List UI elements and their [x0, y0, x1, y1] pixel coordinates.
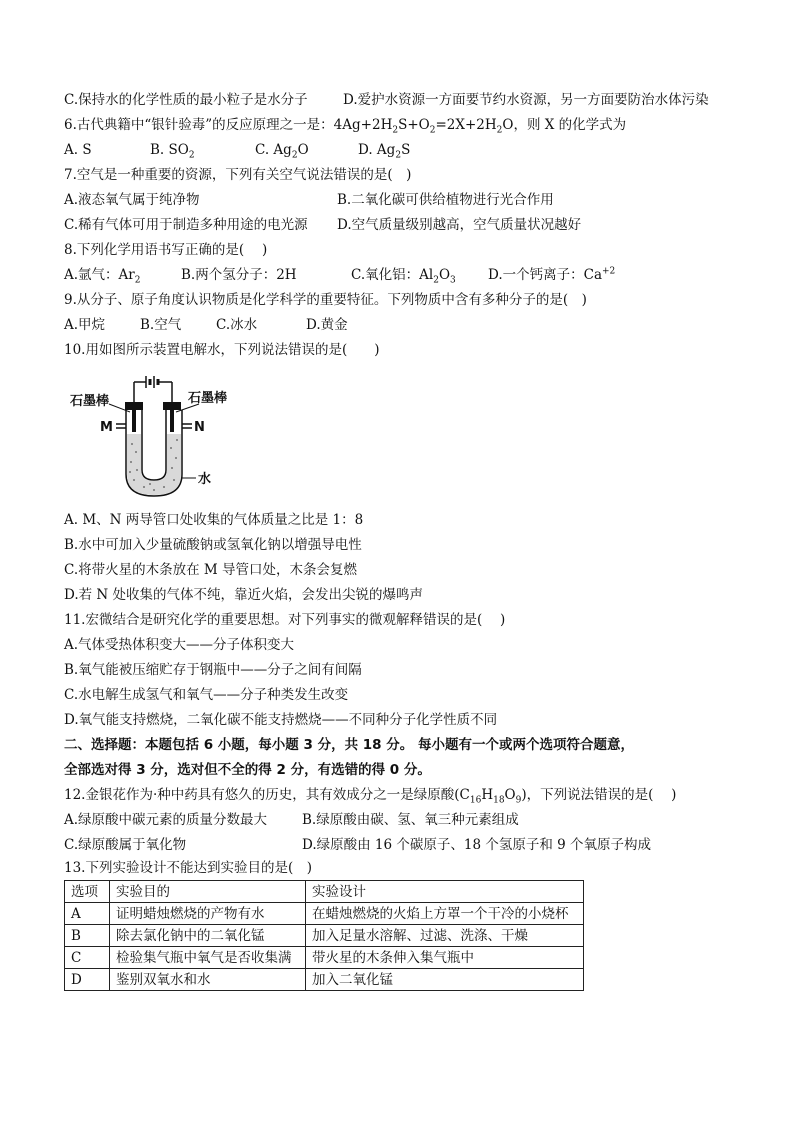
- q6-text: S+O: [398, 117, 430, 133]
- q8-c-sub: 3: [450, 275, 456, 286]
- q8-c-text: C.氧化铝：Al: [351, 267, 434, 283]
- q6-option-a: A. S: [64, 142, 92, 158]
- q6-sub: 2: [496, 125, 503, 136]
- q8-c-sub: 2: [433, 275, 439, 286]
- table-cell: 鉴别双氧水和水: [110, 969, 306, 991]
- question-12: [64, 785, 676, 805]
- q10-option-d: D.若 N 处收集的气体不纯，靠近火焰，会发出尖锐的爆鸣声: [64, 587, 424, 603]
- q5-option-d: D.爱护水资源一方面要节约水资源，另一方面要防治水体污染: [343, 92, 709, 108]
- table-row: [65, 947, 584, 969]
- q12-option-d: D.绿原酸由 16 个碳原子、18 个氢原子和 9 个氧原子构成: [302, 837, 652, 853]
- q5-option-c: C.保持水的化学性质的最小粒子是水分子: [64, 92, 308, 108]
- q8-a-sub: 2: [134, 275, 141, 286]
- table-cell: 加入足量水溶解、过滤、洗涤、干燥: [306, 925, 584, 947]
- question-13: 13.下列实验设计不能达到实验目的是( ): [64, 860, 313, 876]
- q6-d-text: S: [401, 142, 411, 158]
- table-cell: 加入二氧化锰: [306, 969, 584, 991]
- q6-c-text: C. Ag: [255, 142, 292, 158]
- q8-option-b: B.两个氢分子：2H: [181, 267, 297, 283]
- table-header-cell: 实验设计: [306, 881, 584, 903]
- q8-d-text: D.一个钙离子：Ca: [488, 267, 603, 283]
- q8-option-d: [488, 265, 615, 285]
- section-2-heading: 二、选择题：本题包括 6 小题，每小题 3 分，共 18 分。 每小题有一个或两个选项符合题意，: [64, 737, 634, 753]
- q8-a-text: A.氩气：Ar: [64, 267, 135, 283]
- question-7: 7.空气是一种重要的资源，下列有关空气说法错误的是( ): [64, 167, 412, 183]
- question-6: [64, 115, 626, 135]
- q9-option-c: C.冰水: [216, 317, 258, 333]
- q6-text: 6.古代典籍中“银针验毒”的反应原理之一是：4Ag+2H: [64, 117, 393, 133]
- q12-text: H: [481, 787, 494, 803]
- section-2-instructions: 全部选对得 3 分，选对但不全的得 2 分，有选错的得 0 分。: [64, 762, 431, 778]
- q12-sub: 18: [493, 795, 505, 806]
- q6-option-b: [150, 140, 195, 160]
- q6-sub: 2: [429, 125, 436, 136]
- q8-option-c: [351, 265, 456, 285]
- q10-option-b: B.水中可加入少量硫酸钠或氢氧化钠以增强导电性: [64, 537, 362, 553]
- figure-label-left-electrode: 石墨棒: [70, 394, 110, 409]
- q11-option-d: D.氧气能支持燃烧，二氧化碳不能支持燃烧——不同种分子化学性质不同: [64, 712, 498, 728]
- q12-option-a: A.绿原酸中碳元素的质量分数最大: [64, 812, 268, 828]
- q8-c-text: O: [438, 267, 451, 283]
- q12-sub: 9: [515, 795, 522, 806]
- question-9: 9.从分子、原子角度认识物质是化学科学的重要特征。下列物质中含有多种分子的是( ): [64, 292, 587, 308]
- q10-option-c: C.将带火星的木条放在 M 导管口处，木条会复燃: [64, 562, 358, 578]
- q6-b-text: B. SO: [150, 142, 189, 158]
- experiment-table: [64, 880, 584, 991]
- q6-sub: 2: [392, 125, 399, 136]
- table-header-row: [65, 881, 584, 903]
- table-cell: 证明蜡烛燃烧的产物有水: [110, 903, 306, 925]
- q6-c-sub: 2: [291, 150, 298, 161]
- figure-label-m: M: [100, 420, 113, 435]
- q12-option-c: C.绿原酸属于氧化物: [64, 837, 187, 853]
- q7-option-d: D.空气质量级别越高，空气质量状况越好: [337, 217, 582, 233]
- table-header-cell: 实验目的: [110, 881, 306, 903]
- figure-label-water: 水: [198, 472, 212, 487]
- q11-option-c: C.水电解生成氢气和氧气——分子种类发生改变: [64, 687, 349, 703]
- table-cell: 检验集气瓶中氧气是否收集满: [110, 947, 306, 969]
- q12-text: )，下列说法错误的是( ): [521, 787, 677, 803]
- q11-option-b: B.氧气能被压缩贮存于钢瓶中——分子之间有间隔: [64, 662, 362, 678]
- q12-text: O: [504, 787, 516, 803]
- q9-option-d: D.黄金: [306, 317, 348, 333]
- q9-option-b: B.空气: [140, 317, 182, 333]
- q6-text: O，则 X 的化学式为: [502, 117, 627, 133]
- q9-option-a: A.甲烷: [64, 317, 106, 333]
- table-cell: 带火星的木条伸入集气瓶中: [306, 947, 584, 969]
- question-8: 8.下列化学用语书写正确的是( ): [64, 242, 268, 258]
- electrolysis-apparatus-figure: [64, 372, 244, 500]
- q12-option-b: B.绿原酸由碳、氢、氧三种元素组成: [302, 812, 519, 828]
- q6-c-text: O: [297, 142, 309, 158]
- table-row: [65, 969, 584, 991]
- q11-option-a: A.气体受热体积变大——分子体积变大: [64, 637, 295, 653]
- question-11: 11.宏微结合是研究化学的重要思想。对下列事实的微观解释错误的是( ): [64, 612, 506, 628]
- q6-d-sub: 2: [395, 150, 402, 161]
- q6-option-c: [255, 140, 309, 160]
- table-cell: B: [65, 925, 110, 947]
- q12-text: 12.金银花作为·种中药具有悠久的历史，其有效成分之一是绿原酸(C: [64, 787, 470, 803]
- q7-option-b: B.二氧化碳可供给植物进行光合作用: [337, 192, 554, 208]
- table-cell: C: [65, 947, 110, 969]
- q6-d-text: D. Ag: [358, 142, 396, 158]
- q6-option-d: [358, 140, 410, 160]
- q8-option-a: [64, 265, 140, 285]
- q10-option-a: A. M、N 两导管口处收集的气体质量之比是 1：8: [64, 512, 364, 528]
- q6-b-sub: 2: [188, 150, 195, 161]
- q12-sub: 16: [469, 795, 482, 806]
- table-cell: 在蜡烛燃烧的火焰上方罩一个干冷的小烧杯: [306, 903, 584, 925]
- table-header-cell: 选项: [65, 881, 110, 903]
- table-cell: D: [65, 969, 110, 991]
- q7-option-a: A.液态氧气属于纯净物: [64, 192, 200, 208]
- q8-d-sup: +2: [602, 266, 616, 277]
- table-row: [65, 903, 584, 925]
- q7-option-c: C.稀有气体可用于制造多种用途的电光源: [64, 217, 308, 233]
- table-cell: A: [65, 903, 110, 925]
- figure-label-right-electrode: 石墨棒: [188, 391, 228, 406]
- q6-text: =2X+2H: [435, 117, 497, 133]
- figure-label-n: N: [194, 420, 205, 435]
- question-10: 10.用如图所示装置电解水，下列说法错误的是( ): [64, 342, 380, 358]
- table-row: [65, 925, 584, 947]
- table-cell: 除去氯化钠中的二氧化锰: [110, 925, 306, 947]
